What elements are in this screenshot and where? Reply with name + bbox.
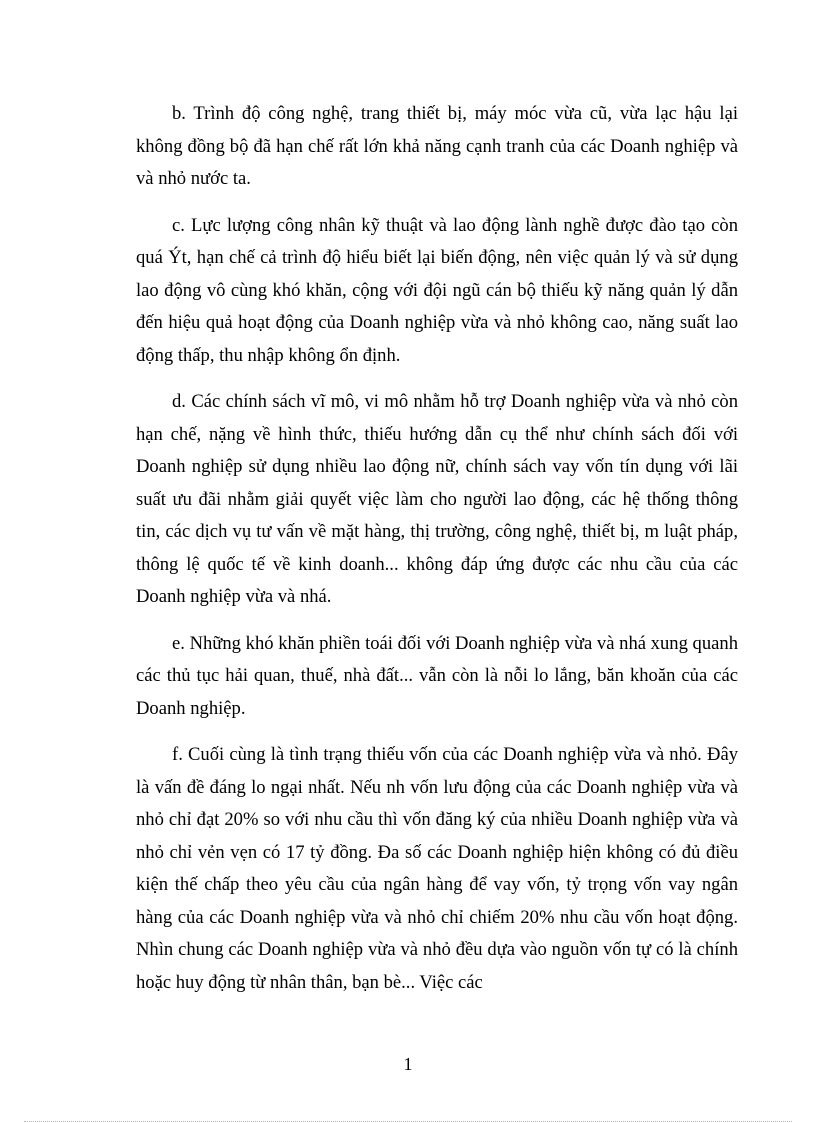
paragraph-d: d. Các chính sách vĩ mô, vi mô nhằm hỗ trợ Doanh nghiệp vừa và nhỏ còn hạn chế, nặng về hình thức, thiếu hướng dẫn cụ thể như chính sách đối với Doanh nghiệp sử dụng nhiều lao động nữ, chính sách vay vốn tín dụng với lãi suất ưu đãi nhằm giải quyết việc làm cho người lao động, các hệ thống thông tin, các dịch vụ tư vấn về mặt hàng, thị trường, công nghệ, thiết bị, m luật pháp, thông lệ quốc tế về kinh doanh... không đáp ứng được các nhu cầu của các Doanh nghiệp vừa và nhá. <box>136 391 738 607</box>
paragraph-f: f. Cuối cùng là tình trạng thiếu vốn của các Doanh nghiệp vừa và nhỏ. Đây là vấn đề đáng lo ngại nhất. Nếu nh vốn lưu động của các Doanh nghiệp vừa và nhỏ chỉ đạt 20% so với nhu cầu thì vốn đăng ký của nhiều Doanh nghiệp vừa và nhỏ chỉ vẻn vẹn có 17 tỷ đồng. Đa số các Doanh nghiệp hiện không có đủ điều kiện thế chấp theo yêu cầu của ngân hàng để vay vốn, tỷ trọng vốn vay ngân hàng của các Doanh nghiệp vừa và nhỏ chỉ chiếm 20% nhu cầu vốn hoạt động. Nhìn chung các Doanh nghiệp vừa và nhỏ đều dựa vào nguồn vốn tự có là chính hoặc huy động từ nhân thân, bạn bè... Việc các <box>136 744 738 993</box>
page-number: 1 <box>403 1054 413 1074</box>
paragraph-b: b. Trình độ công nghệ, trang thiết bị, máy móc vừa cũ, vừa lạc hậu lại không đồng bộ đã hạn chế rất lớn khả năng cạnh tranh của các Doanh nghiệp và và nhỏ nước ta. <box>136 103 738 189</box>
page-break-divider <box>24 1121 792 1122</box>
paragraph-e: e. Những khó khăn phiền toái đối với Doanh nghiệp vừa và nhá xung quanh các thủ tục hải quan, thuế, nhà đất... vẫn còn là nỗi lo lắng, băn khoăn của các Doanh nghiệp. <box>136 632 738 719</box>
body-text <box>136 98 738 1013</box>
paragraph-c: c. Lực lượng công nhân kỹ thuật và lao động lành nghề được đào tạo còn quá Ýt, hạn chế cả trình độ hiểu biết lại biến động, nên việc quản lý và sử dụng lao động vô cùng khó khăn, cộng với đội ngũ cán bộ thiếu kỹ năng quản lý dẫn đến hiệu quả hoạt động của Doanh nghiệp vừa và nhỏ không cao, năng suất lao động thấp, thu nhập không ổn định. <box>136 214 738 366</box>
